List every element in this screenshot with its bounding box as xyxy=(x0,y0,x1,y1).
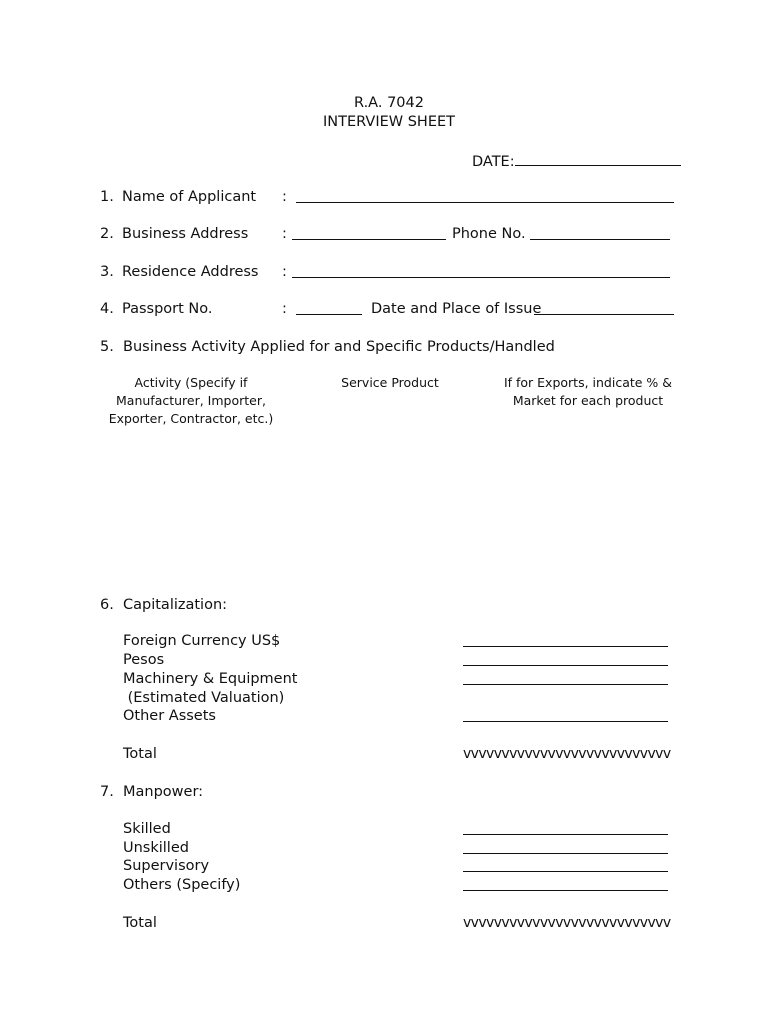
item-number: 4. xyxy=(100,301,114,317)
business-address-field[interactable] xyxy=(292,225,446,245)
supervisory-label: Supervisory xyxy=(123,858,210,874)
phone-number-label: Phone No. xyxy=(452,226,526,242)
colon: : xyxy=(282,301,287,317)
passport-number-label: Passport No. xyxy=(122,301,213,317)
name-of-applicant-label: Name of Applicant xyxy=(122,189,257,205)
pesos-label: Pesos xyxy=(123,652,165,668)
date-place-of-issue-label: Date and Place of Issue xyxy=(371,301,542,317)
colon: : xyxy=(282,264,287,280)
supervisory-field[interactable] xyxy=(463,857,668,877)
activity-column-header: Activity (Specify if Manufacturer, Importer, Exporter, Contractor, etc.) xyxy=(108,375,274,426)
residence-address-field[interactable] xyxy=(292,263,670,283)
foreign-currency-label: Foreign Currency US$ xyxy=(123,633,281,649)
item-number: 1. xyxy=(100,189,114,205)
item-number: 5. xyxy=(100,339,114,355)
others-specify-label: Others (Specify) xyxy=(123,877,241,893)
document-ra-number: R.A. 7042 xyxy=(354,95,424,111)
estimated-valuation-label: (Estimated Valuation) xyxy=(123,690,285,706)
item-number: 2. xyxy=(100,226,114,242)
unskilled-label: Unskilled xyxy=(123,840,189,856)
exports-column-header: If for Exports, indicate % & Market for each product xyxy=(503,375,673,408)
service-product-column-header: Service Product xyxy=(341,375,439,390)
item-number: 3. xyxy=(100,264,114,280)
phone-number-field[interactable] xyxy=(530,225,670,245)
manpower-total-value: vvvvvvvvvvvvvvvvvvvvvvvvvvv xyxy=(463,915,671,931)
item-number: 7. xyxy=(100,784,114,800)
others-specify-field[interactable] xyxy=(463,876,668,896)
business-activity-label: Business Activity Applied for and Specific Products/Handled xyxy=(123,339,555,355)
capitalization-total-value: vvvvvvvvvvvvvvvvvvvvvvvvvvv xyxy=(463,746,671,762)
skilled-label: Skilled xyxy=(123,821,171,837)
capitalization-title: Capitalization: xyxy=(123,597,228,613)
capitalization-total-label: Total xyxy=(123,746,157,762)
manpower-total-label: Total xyxy=(123,915,157,931)
unskilled-field[interactable] xyxy=(463,839,668,859)
machinery-equipment-field[interactable] xyxy=(463,670,668,690)
colon: : xyxy=(282,226,287,242)
pesos-field[interactable] xyxy=(463,651,668,671)
date-place-of-issue-field[interactable] xyxy=(534,300,674,320)
name-of-applicant-field[interactable] xyxy=(296,188,674,208)
item-number: 6. xyxy=(100,597,114,613)
date-row xyxy=(472,151,681,171)
residence-address-label: Residence Address xyxy=(122,264,259,280)
manpower-title: Manpower: xyxy=(123,784,204,800)
document-title: INTERVIEW SHEET xyxy=(322,114,455,130)
date-label: DATE: xyxy=(472,154,515,170)
other-assets-field[interactable] xyxy=(463,707,668,727)
skilled-field[interactable] xyxy=(463,820,668,840)
foreign-currency-field[interactable] xyxy=(463,632,668,652)
machinery-equipment-label: Machinery & Equipment xyxy=(123,671,298,687)
other-assets-label: Other Assets xyxy=(123,708,216,724)
passport-number-field[interactable] xyxy=(296,300,362,320)
business-address-label: Business Address xyxy=(122,226,249,242)
colon: : xyxy=(282,189,287,205)
date-field[interactable] xyxy=(515,151,681,166)
